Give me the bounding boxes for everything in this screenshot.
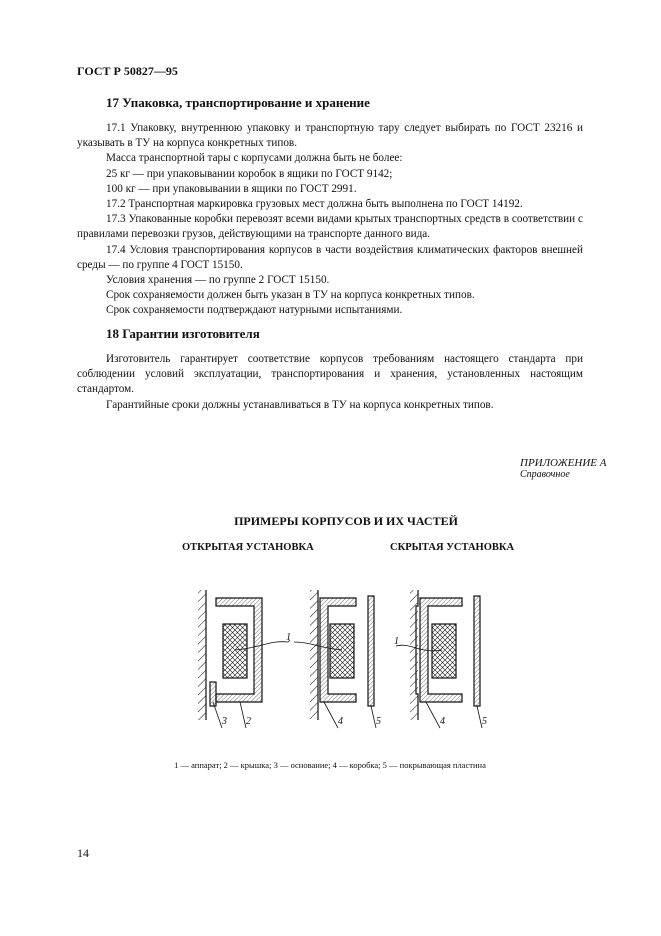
callout-1: 1 — [286, 632, 291, 643]
paragraph: Гарантийные сроки должны устанавливаться в ТУ на корпуса конкретных типов. — [106, 398, 494, 411]
callout-2: 2 — [246, 716, 251, 727]
enclosure-diagram — [170, 570, 510, 740]
figure-title: ПРИМЕРЫ КОРПУСОВ И ИХ ЧАСТЕЙ — [234, 514, 458, 528]
paragraph: Срок сохраняемости подтверждают натурными испытаниями. — [106, 304, 403, 317]
callout-5-right: 5 — [482, 716, 487, 727]
appendix-label — [520, 457, 606, 481]
figure-left-title: ОТКРЫТАЯ УСТАНОВКА — [182, 542, 314, 553]
paragraph: 17.1 Упаковку, внутреннюю упаковку и транспортную тару следует выбирать по ГОСТ 23216 и указывать в ТУ на корпуса конкретных типов. — [77, 122, 583, 150]
open-mount-wall-2 — [310, 590, 318, 720]
paragraph: Масса транспортной тары с корпусами должна быть не более: — [106, 152, 403, 165]
section-18-body — [77, 352, 583, 413]
page-number: 14 — [77, 846, 89, 860]
appendix-type: Справочное — [520, 469, 570, 480]
paragraph: Срок сохраняемости должен быть указан в ТУ на корпуса конкретных типов. — [106, 289, 475, 302]
callout-4: 4 — [338, 716, 343, 727]
section-17-body — [77, 121, 583, 319]
section-17-title: 17 Упаковка, транспортирование и хранение — [106, 95, 370, 110]
callout-1-right: 1 — [394, 636, 399, 647]
figure-caption: 1 — аппарат; 2 — крышка; 3 — основание; 4 — коробка; 5 — покрывающая пластина — [174, 760, 486, 770]
paragraph: 100 кг — при упаковывании в ящики по ГОСТ 2991. — [106, 182, 357, 195]
paragraph: 17.3 Упакованные коробки перевозят всеми видами крытых транспортных средств в соответствии с правилами перевозки грузов, действующими на транспорте данного вида. — [77, 213, 583, 241]
apparatus-block-2 — [330, 624, 354, 678]
recessed-mount-wall — [410, 590, 418, 720]
section-18-title: 18 Гарантии изготовителя — [106, 326, 260, 341]
callout-4-right: 4 — [440, 716, 445, 727]
paragraph: Условия хранения — по группе 2 ГОСТ 15150. — [106, 274, 330, 287]
recessed-cover-plate — [474, 596, 480, 706]
figure-right-title: СКРЫТАЯ УСТАНОВКА — [390, 542, 515, 553]
paragraph: 25 кг — при упаковывании коробок в ящики по ГОСТ 9142; — [106, 167, 393, 180]
paragraph: 17.2 Транспортная маркировка грузовых мест должна быть выполнена по ГОСТ 14192. — [106, 198, 523, 211]
callout-5: 5 — [376, 716, 381, 727]
open-mount-wall — [198, 590, 206, 720]
callout-3: 3 — [222, 716, 227, 727]
document-header: ГОСТ Р 50827—95 — [77, 64, 178, 78]
paragraph: Изготовитель гарантирует соответствие корпусов требованиям настоящего стандарта при соблюдении условий эксплуатации, транспортирования и хранения, установленных настоящим стандартом. — [77, 353, 583, 396]
paragraph: 17.4 Условия транспортирования корпусов в части воздействия климатических факторов внешней среды — по группе 4 ГОСТ 15150. — [77, 243, 583, 271]
appendix-title: ПРИЛОЖЕНИЕ А — [520, 457, 607, 469]
apparatus-block — [223, 624, 247, 678]
cover-plate — [368, 596, 374, 706]
